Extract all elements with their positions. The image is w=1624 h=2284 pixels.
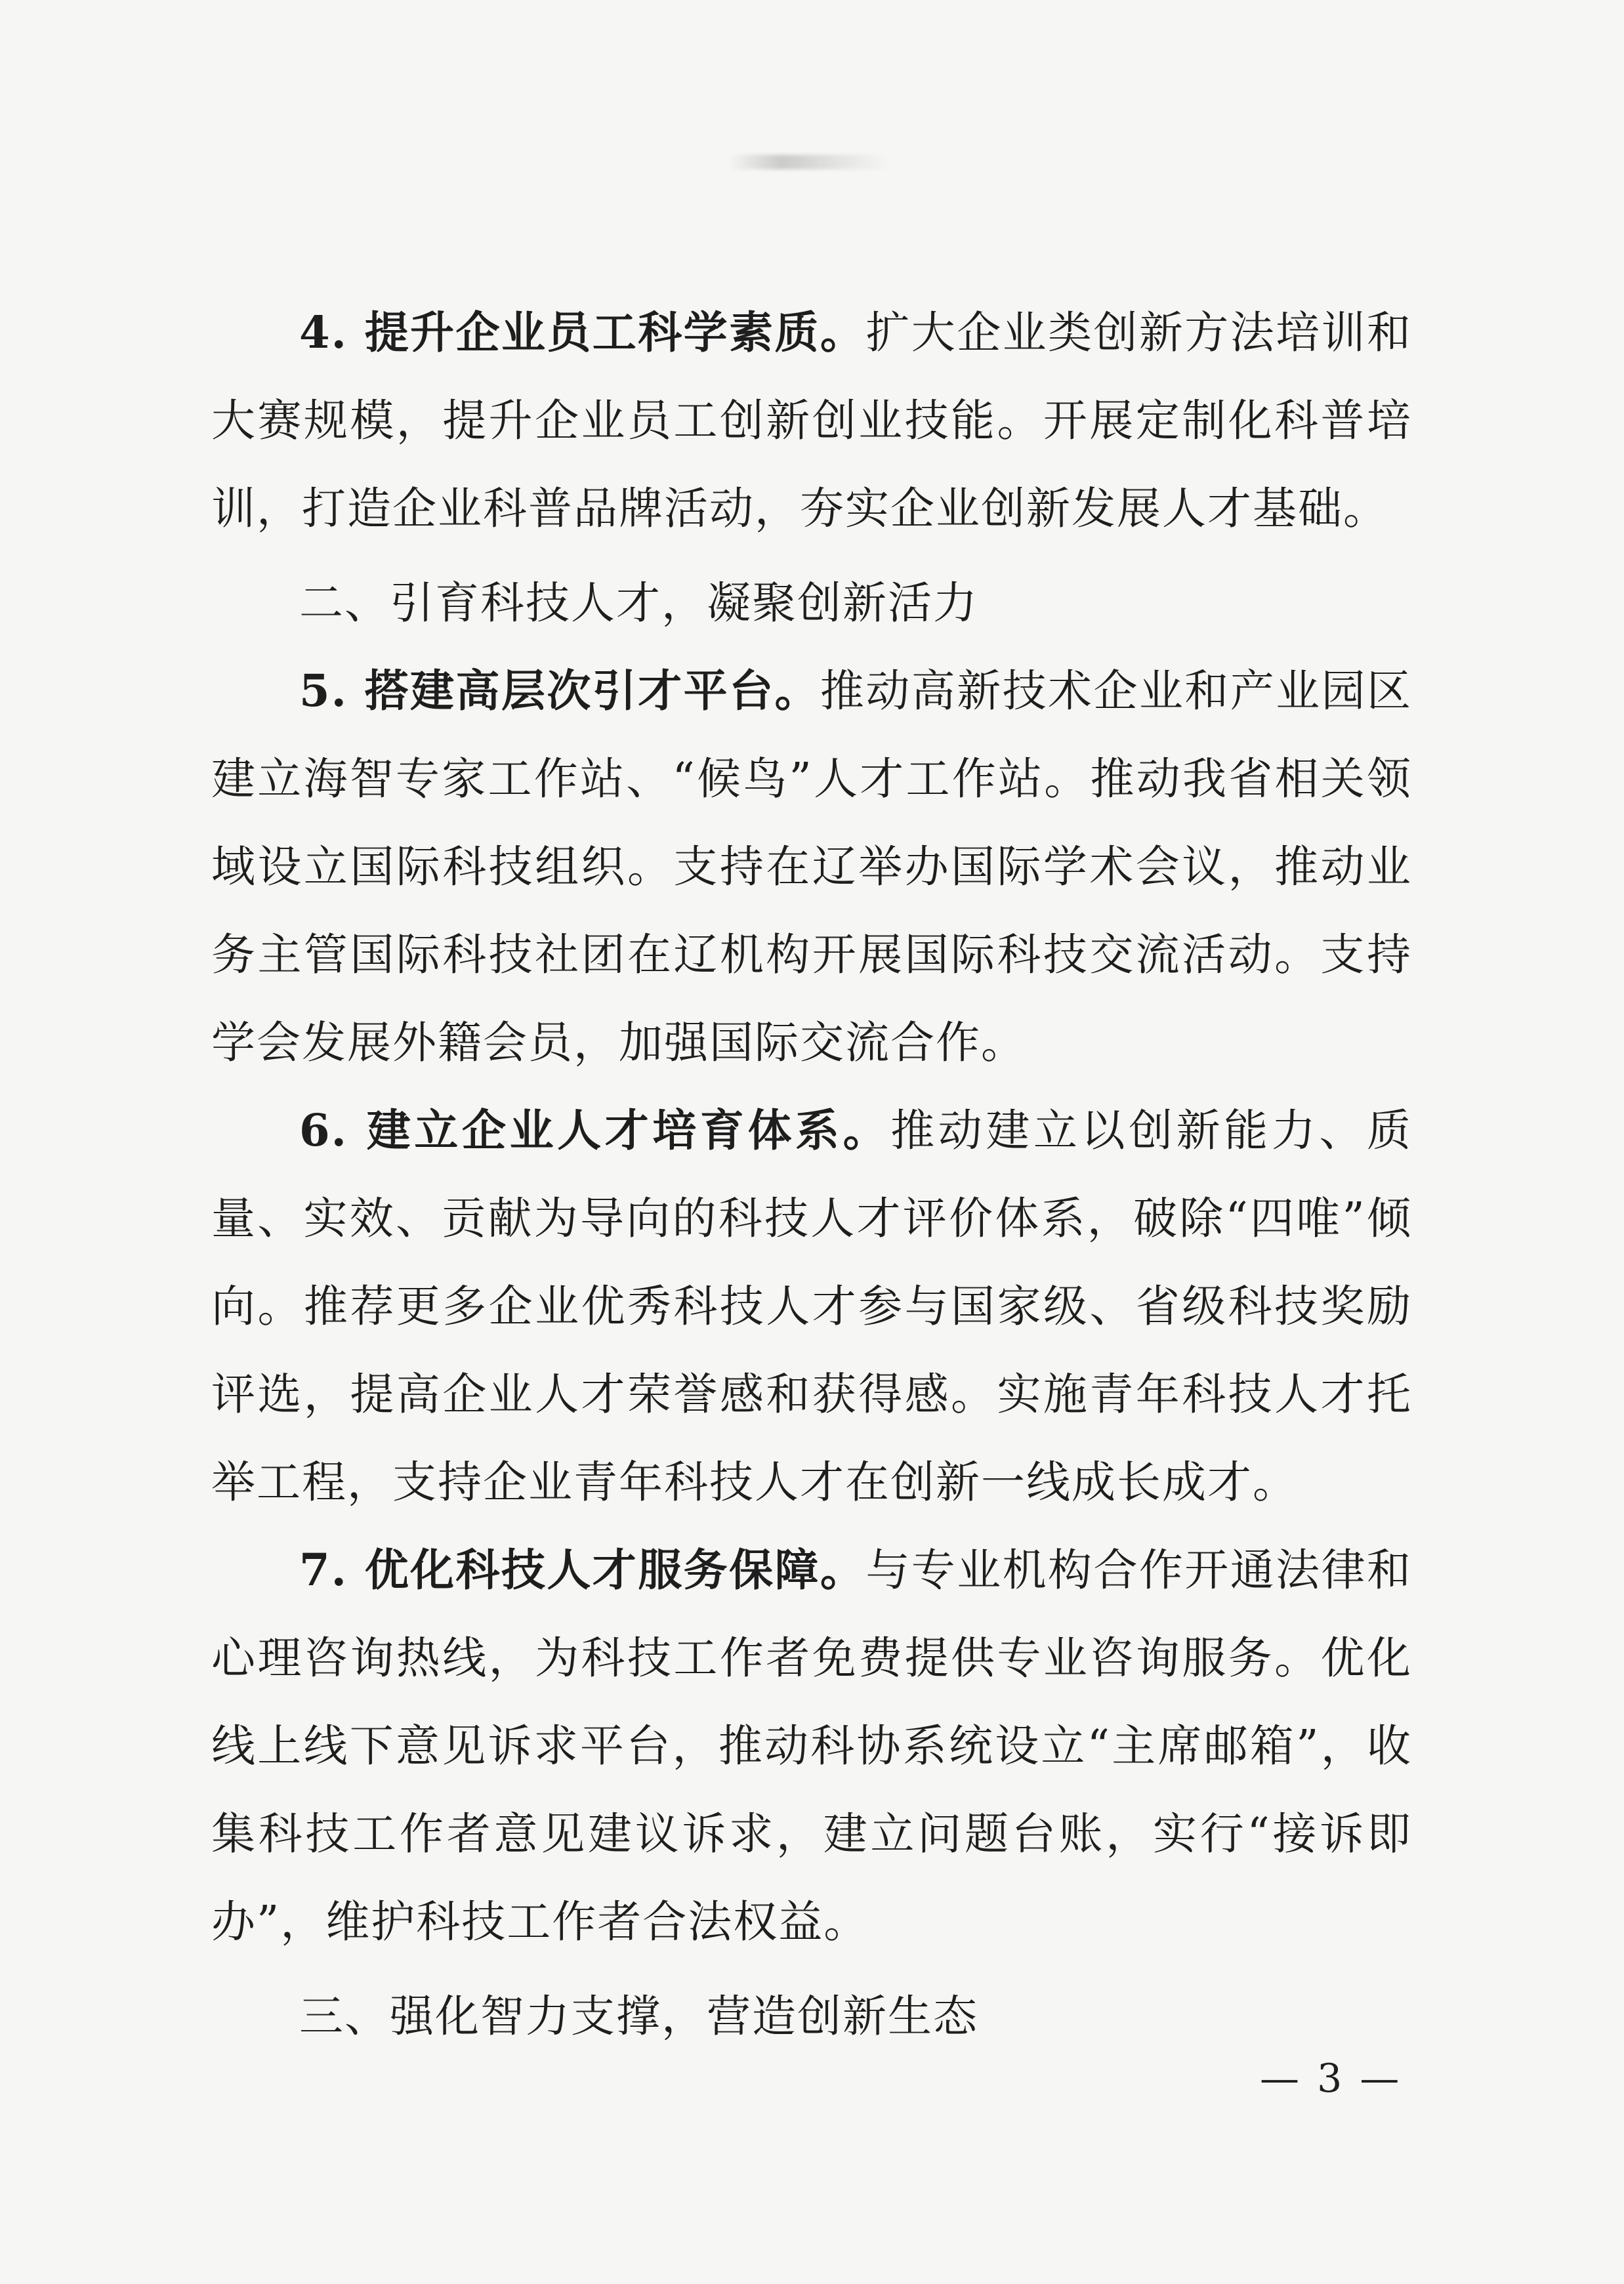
item-7-lead: 7. 优化科技人才服务保障。 [299, 1544, 866, 1596]
item-4-body: 扩大企业类创新方法培训和大赛规模，提升企业员工创新创业技能。开展定制化科普培训，打造企业科普品牌活动，夯实企业创新发展人才基础。 [211, 307, 1412, 534]
section-2-heading: 二、引育科技人才，凝聚创新活力 [299, 577, 978, 629]
document-body [211, 289, 1412, 2060]
scan-smudge [728, 155, 889, 169]
item-6-lead: 6. 建立企业人才培育体系。 [299, 1104, 891, 1156]
item-5-lead: 5. 搭建高层次引才平台。 [299, 665, 820, 716]
item-7-paragraph [211, 1526, 1412, 1966]
item-4-lead: 4. 提升企业员工科学素质。 [299, 306, 866, 358]
item-7-body: 与专业机构合作开通法律和心理咨询热线，为科技工作者免费提供专业咨询服务。优化线上线下意见诉求平台，推动科协系统设立“主席邮箱”，收集科技工作者意见建议诉求，建立问题台账，实行“接诉即办”，维护科技工作者合法权益。 [211, 1545, 1412, 1947]
page-number: — 3 — [1260, 2056, 1402, 2102]
item-4-paragraph [211, 289, 1412, 552]
section-3-heading: 三、强化智力支撑，营造创新生态 [299, 1991, 978, 2042]
item-5-paragraph [211, 647, 1412, 1087]
item-6-body: 推动建立以创新能力、质量、实效、贡献为导向的科技人才评价体系，破除“四唯”倾向。推荐更多企业优秀科技人才参与国家级、省级科技奖励评选，提高企业人才荣誉感和获得感。实施青年科技人才托举工程，支持企业青年科技人才在创新一线成长成才。 [211, 1105, 1412, 1508]
item-6-paragraph [211, 1087, 1412, 1526]
item-5-body: 推动高新技术企业和产业园区建立海智专家工作站、“候鸟”人才工作站。推动我省相关领域设立国际科技组织。支持在辽举办国际学术会议，推动业务主管国际科技社团在辽机构开展国际科技交流活动。支持学会发展外籍会员，加强国际交流合作。 [211, 665, 1412, 1068]
